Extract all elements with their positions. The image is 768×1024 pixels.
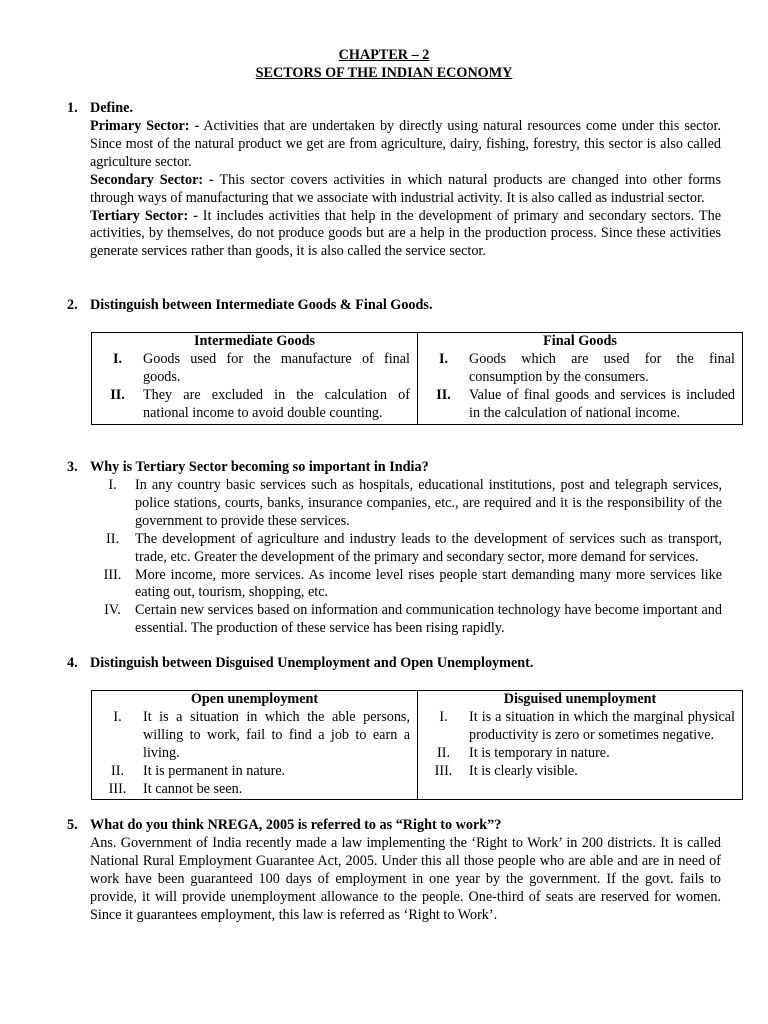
item-number: IV. — [104, 602, 121, 619]
item-number: II. — [110, 386, 125, 403]
item-text: They are excluded in the calculation of national income to avoid double counting. — [143, 386, 410, 421]
list-item — [90, 567, 722, 603]
item-text: More income, more services. As income level rises people start demanding many more services like eating out, tourism, shopping, etc. — [135, 566, 722, 601]
list-item — [92, 351, 410, 387]
primary-label: Primary Sector: - — [90, 118, 200, 134]
open-unemployment-column — [92, 691, 418, 800]
question-heading: Define. — [90, 100, 133, 116]
item-text: In any country basic services such as hospitals, educational institutions, post and telegraph services, police stations, courts, banks, insurance companies, etc., are required and it is the responsibility of the government to provide these services. — [135, 477, 722, 529]
item-number: III. — [434, 762, 453, 779]
item-number: II. — [111, 762, 124, 779]
item-number: III. — [103, 566, 122, 583]
item-number: II. — [436, 386, 451, 403]
column-header: Disguised unemployment — [503, 691, 657, 707]
question-4 — [67, 655, 727, 673]
item-text: It is a situation in which the able persons, willing to work, fail to find a job to earn a living. — [143, 708, 410, 761]
list-item — [418, 387, 735, 423]
list-item — [418, 351, 735, 387]
question-number: 5. — [67, 817, 78, 833]
column-header: Open unemployment — [190, 691, 319, 707]
item-number: II. — [437, 744, 450, 761]
tertiary-text: It includes activities that help in the development of primary and secondary sectors. The activities, by themselves, do not produce goods but are a help in the production process. Since these activities generate services rather than goods, it is also called the service sector. — [90, 207, 721, 260]
list-item — [92, 709, 410, 763]
question-number: 2. — [67, 297, 78, 313]
primary-definition — [90, 118, 721, 172]
column-header: Final Goods — [543, 333, 617, 349]
question-heading: Distinguish between Intermediate Goods & Final Goods. — [90, 297, 433, 313]
question-3 — [67, 459, 727, 477]
secondary-text: This sector covers activities in which natural products are changed into other forms through ways of manufacturing that we associate with industrial activity. It is also called as industrial sector. — [90, 171, 721, 206]
item-text: It is permanent in nature. — [143, 762, 286, 779]
item-text: Goods used for the manufacture of final goods. — [143, 350, 410, 385]
item-number: I. — [438, 350, 449, 367]
chapter-title: SECTORS OF THE INDIAN ECONOMY — [255, 65, 513, 81]
secondary-definition — [90, 172, 721, 208]
intermediate-goods-column — [92, 333, 418, 425]
list-item — [92, 387, 410, 423]
list-item — [92, 781, 410, 799]
nrega-answer — [90, 835, 721, 925]
column-header: Intermediate Goods — [194, 333, 315, 349]
item-number: I. — [439, 708, 448, 725]
primary-text: Activities that are undertaken by directly using natural resources come under this sector. Since most of the natural product we get are from agriculture, dairy, fishing, forestry, this sector is also called agriculture sector. — [90, 118, 721, 170]
question-2 — [67, 297, 727, 315]
item-text: It is temporary in nature. — [469, 744, 610, 761]
answer-text: Ans. Government of India recently made a law implementing the ‘Right to Work’ in 200 districts. It is called National Rural Employment Guarantee Act, 2005. Under this all those people who are able and are in need of work have been guaranteed 100 days of employment in one year by the government. If the govt. fails to provide, it will provide unemployment allowance to the people. One-third of seats are reserved for women. Since it guarantees employment, this law is referred as ‘Right to Work’. — [90, 835, 721, 923]
list-item — [418, 745, 735, 763]
item-text: It is clearly visible. — [469, 762, 578, 779]
list-item — [90, 477, 722, 531]
question-number: 1. — [67, 100, 78, 116]
item-number: I. — [108, 477, 117, 493]
question-heading: Why is Tertiary Sector becoming so important in India? — [90, 459, 429, 475]
list-item — [90, 531, 722, 567]
question-heading: What do you think NREGA, 2005 is referred to as “Right to work”? — [90, 817, 502, 833]
item-text: It cannot be seen. — [143, 780, 243, 797]
list-item — [90, 602, 722, 638]
item-text: It is a situation in which the marginal physical productivity is zero or sometimes negative. — [469, 708, 735, 743]
list-item — [418, 763, 735, 781]
item-number: III. — [108, 780, 127, 797]
question-5 — [67, 817, 727, 835]
disguised-unemployment-column — [418, 691, 743, 800]
secondary-label: Secondary Sector: - — [90, 171, 214, 188]
question-1 — [67, 100, 727, 118]
goods-comparison-table — [91, 332, 743, 425]
final-goods-column — [418, 333, 743, 425]
question-heading: Distinguish between Disguised Unemployment and Open Unemployment. — [90, 655, 534, 671]
question-number: 4. — [67, 655, 78, 671]
item-text: The development of agriculture and industry leads to the development of services such as transport, trade, etc. Greater the development of the primary and secondary sector, more demand for services. — [135, 530, 722, 565]
tertiary-definition — [90, 208, 721, 262]
tertiary-label: Tertiary Sector: - — [90, 207, 198, 224]
list-item — [418, 709, 735, 745]
item-number: II. — [106, 530, 119, 547]
definitions-block — [90, 118, 721, 261]
item-number: I. — [113, 708, 122, 725]
question-number: 3. — [67, 459, 78, 475]
tertiary-reasons-list — [90, 477, 722, 638]
unemployment-comparison-table — [91, 690, 743, 800]
item-text: Goods which are used for the final consumption by the consumers. — [469, 350, 735, 385]
item-number: I. — [112, 350, 123, 367]
chapter-heading: CHAPTER – 2 — [338, 47, 430, 63]
list-item — [92, 763, 410, 781]
item-text: Value of final goods and services is included in the calculation of national income. — [469, 386, 735, 421]
item-text: Certain new services based on information and communication technology have become important and essential. The production of these service has been rising rapidly. — [135, 602, 722, 637]
